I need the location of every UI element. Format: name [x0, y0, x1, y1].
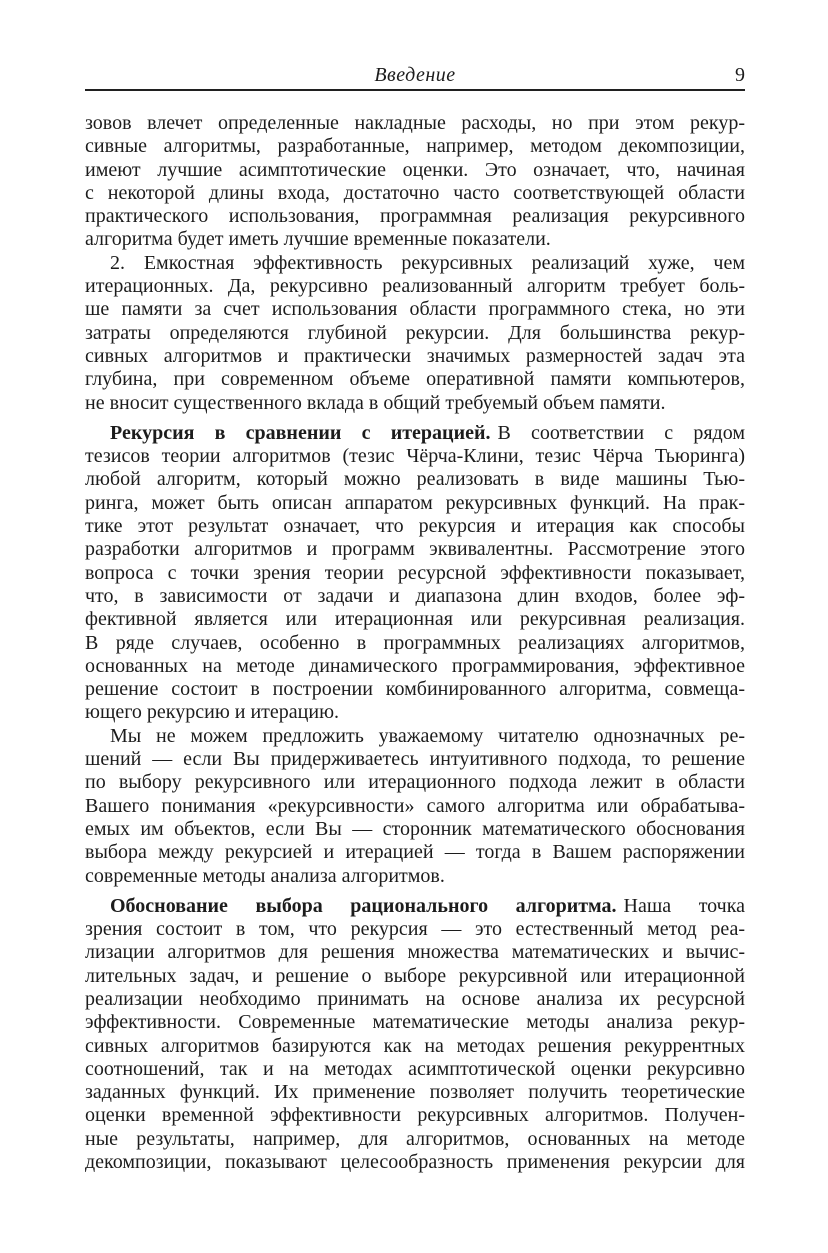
text-line: емых им объектов, если Вы — сторонник математического обоснования — [85, 817, 745, 840]
text-line: реализации необходимо принимать на основе анализа их ресурсной — [85, 987, 745, 1010]
text-line: разработки алгоритмов и программ эквивалентны. Рассмотрение этого — [85, 538, 745, 561]
text-line: Рекурсия в сравнении с итерацией. В соответствии с рядом — [110, 421, 745, 444]
page-header — [85, 63, 745, 87]
text-line: эффективности. Современные математические методы анализа рекур- — [85, 1011, 745, 1034]
text-line: что, в зависимости от задачи и диапазона длин входов, более эф- — [85, 584, 745, 607]
paragraph — [85, 422, 745, 725]
text-line: современные методы анализа алгоритмов. — [85, 864, 445, 887]
text-line: не вносит существенного вклада в общий требуемый объем памяти. — [85, 391, 666, 414]
text-line: декомпозиции, показывают целесообразность применения рекурсии для — [85, 1151, 745, 1174]
text-line: 2. Емкостная эффективность рекурсивных реализаций хуже, чем — [110, 251, 745, 274]
text-line: вопроса с точки зрения теории ресурсной эффективности показывает, — [85, 561, 745, 584]
text-line: основанных на методе динамического программирования, эффективное — [85, 654, 745, 677]
text-line: алгоритма будет иметь лучшие временные показатели. — [85, 228, 551, 251]
paragraph-lead: Рекурсия в сравнении с итерацией. — [110, 421, 491, 444]
text-line: сивных алгоритмов и практически значимых размерностей задач эта — [85, 344, 745, 367]
text-line: В ряде случаев, особенно в программных реализациях алгоритмов, — [85, 631, 745, 654]
text-line: Вашего понимания «рекурсивности» самого алгоритма или обрабатыва- — [85, 794, 745, 817]
text-block — [85, 63, 745, 1174]
text-line: ные результаты, например, для алгоритмов, основанных на методе — [85, 1127, 745, 1150]
text-line: с некоторой длины входа, достаточно часто соответствующей области — [85, 181, 745, 204]
text-line: фективной является или итерационная или рекурсивная реализация. — [85, 608, 745, 631]
text-line: практического использования, программная реализация рекурсивного — [85, 205, 745, 228]
text-line: выбора между рекурсией и итерацией — тогда в Вашем распоряжении — [85, 841, 745, 864]
text-line: оценки временной эффективности рекурсивных алгоритмов. Получен- — [85, 1104, 745, 1127]
text-line: по выбору рекурсивного или итерационного подхода лежит в области — [85, 771, 745, 794]
page-number: 9 — [735, 64, 745, 86]
text-line: любой алгоритм, который можно реализовать в виде машины Тью- — [85, 468, 745, 491]
text-line: сивные алгоритмы, разработанные, например, методом декомпозиции, — [85, 135, 745, 158]
text-line: Обоснование выбора рационального алгоритма. Наша точка — [110, 894, 745, 917]
text-line: Мы не можем предложить уважаемому читателю однозначных ре- — [110, 724, 745, 747]
text-line: глубина, при современном объеме оперативной памяти компьютеров, — [85, 368, 745, 391]
text-line: заданных функций. Их применение позволяет получить теоретические — [85, 1081, 745, 1104]
text-line: лительных задач, и решение о выборе рекурсивной или итерационной — [85, 964, 745, 987]
text-line: соотношений, так и на методах асимптотической оценки рекурсивно — [85, 1057, 745, 1080]
text-line: ющего рекурсию и итерацию. — [85, 701, 340, 724]
text-line: лизации алгоритмов для решения множества математических и вычис- — [85, 941, 745, 964]
text-line: сивных алгоритмов базируются как на методах решения рекуррентных — [85, 1034, 745, 1057]
text-line: итерационных. Да, рекурсивно реализованный алгоритм требует боль- — [85, 275, 745, 298]
text-line: тезисов теории алгоритмов (тезис Чёрча-Клини, тезис Чёрча Тьюринга) — [85, 445, 745, 468]
text-line: зовов влечет определенные накладные расходы, но при этом рекур- — [85, 112, 745, 134]
paragraph — [85, 895, 745, 1175]
paragraph — [85, 725, 745, 888]
text-line: имеют лучшие асимптотические оценки. Это означает, что, начиная — [85, 158, 745, 181]
text-line: зрения состоит в том, что рекурсия — это естественный метод реа- — [85, 918, 745, 941]
text-line: ринга, может быть описан аппаратом рекурсивных функций. На прак- — [85, 491, 745, 514]
header-rule — [85, 89, 745, 91]
text-line: затраты определяются глубиной рекурсии. Для большинства рекур- — [85, 321, 745, 344]
page-body — [85, 112, 745, 1174]
text-line: тике этот результат означает, что рекурсия и итерация как способы — [85, 515, 745, 538]
text-line: решение состоит в построении комбинированного алгоритма, совмеща- — [85, 678, 745, 701]
text-line: шений — если Вы придерживаетесь интуитивного подхода, то решение — [85, 748, 745, 771]
running-title: Введение — [374, 64, 456, 86]
paragraph-lead: Обоснование выбора рационального алгоритма. — [110, 894, 617, 917]
paragraph — [85, 252, 745, 415]
text-line: ше памяти за счет использования области программного стека, но эти — [85, 298, 745, 321]
paragraph — [85, 112, 745, 252]
